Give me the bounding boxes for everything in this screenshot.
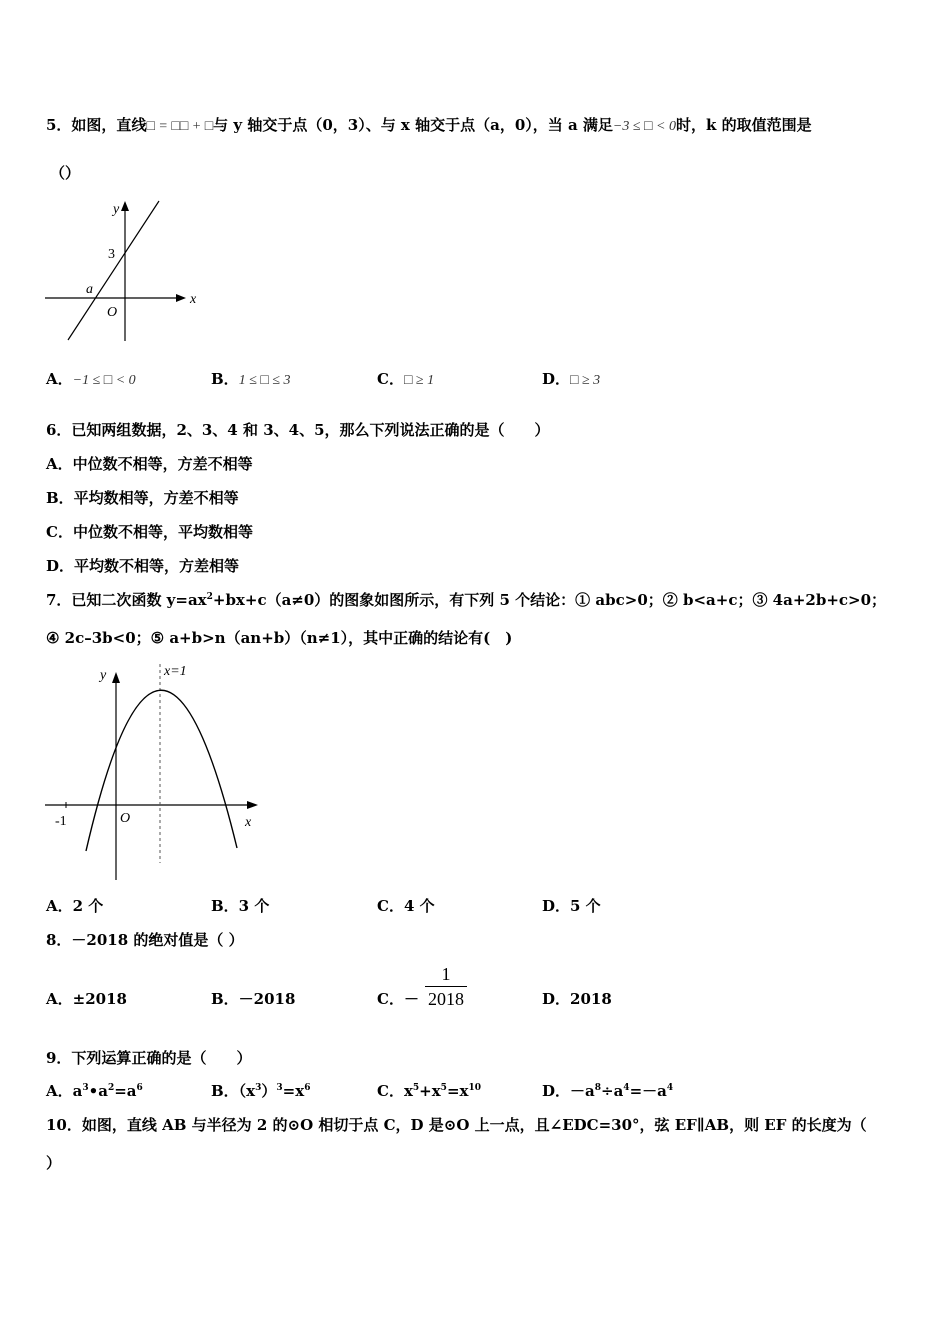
- q5-option-d-math: □ ≥ 3: [570, 373, 601, 388]
- q7-option-c: C．4 个: [377, 897, 435, 915]
- q10-line2: ）: [46, 1154, 62, 1172]
- q9-option-d: D．$-a^8\div a^4=-a^4$: [542, 1082, 674, 1100]
- q5-option-d: D．□ ≥ 3: [542, 370, 601, 388]
- q7-graph: [40, 658, 270, 883]
- q8-option-d: D．2018: [542, 990, 612, 1008]
- q5-bracket: （）: [50, 164, 81, 182]
- q5-option-a-math: −1 ≤ □ < 0: [72, 373, 136, 388]
- q6-option-d: D．平均数不相等，方差相等: [46, 557, 240, 575]
- q5-mid: 与 y 轴交于点（0，3）、与 x 轴交于点（a，0），当 a 满足: [213, 116, 613, 134]
- q7-minus1-label: -1: [55, 814, 67, 829]
- q5-option-c: C．□ ≥ 1: [377, 370, 435, 388]
- q5-x-label: x: [190, 292, 197, 307]
- q6-option-c: C．中位数不相等，平均数相等: [46, 523, 253, 541]
- q5-equation: □ = □□ + □: [146, 119, 214, 134]
- q8-option-a: A．±2018: [46, 990, 127, 1008]
- q6-stem: 6．已知两组数据，2、3、4 和 3、4、5，那么下列说法正确的是（ ）: [46, 421, 550, 439]
- q7-line2: ④ 2c–3b<0；⑤ a+b>n（an+b）（n≠1），其中正确的结论有( ): [46, 629, 513, 647]
- q5-a-label: a: [86, 282, 93, 297]
- q7-option-a: A．2 个: [46, 897, 104, 915]
- q6-option-b: B．平均数相等，方差不相等: [46, 489, 239, 507]
- q8-fraction-numerator: 1: [441, 964, 451, 984]
- q8-option-c: C．－: [377, 990, 419, 1008]
- q5-suffix: 时，k 的取值范围是: [675, 116, 812, 134]
- q7-option-b: B．3 个: [211, 897, 270, 915]
- q5-origin-label: O: [107, 305, 118, 320]
- q5-stem: [46, 115, 812, 137]
- q9-option-c: C．$x^5+x^5=x^{10}$: [377, 1082, 481, 1100]
- q8-stem: 8．－2018 的绝对值是（ ）: [46, 931, 244, 949]
- q7-x-label: x: [245, 815, 252, 830]
- q5-option-b-math: 1 ≤ □ ≤ 3: [238, 373, 291, 388]
- q8-option-b: B．－2018: [211, 990, 296, 1008]
- q5-option-c-math: □ ≥ 1: [403, 373, 435, 388]
- q5-option-b: B．1 ≤ □ ≤ 3: [211, 370, 291, 388]
- q5-three-label: 3: [108, 247, 115, 262]
- q5-prefix: 5．如图，直线: [46, 116, 147, 134]
- q5-inequality: −3 ≤ □ < 0: [612, 119, 676, 134]
- q7-axis-label: x=1: [164, 664, 187, 679]
- q9-option-a: A．$a^3•a^2=a^6$: [46, 1082, 143, 1100]
- q5-graph: [40, 195, 200, 345]
- q5-option-a: A．−1 ≤ □ < 0: [46, 370, 136, 388]
- q9-stem: 9．下列运算正确的是（ ）: [46, 1049, 252, 1067]
- q10-line1: 10．如图，直线 AB 与半径为 2 的⊙O 相切于点 C，D 是⊙O 上一点，且∠EDC=30°，弦 EF∥AB，则 EF 的长度为（: [46, 1116, 867, 1134]
- q5-y-label: y: [113, 202, 120, 217]
- q9-option-b: B．$(x^3)^3=x^6$: [211, 1082, 311, 1100]
- q8-fraction-denominator: 2018: [428, 989, 464, 1009]
- q6-option-a: A．中位数不相等，方差不相等: [46, 455, 253, 473]
- q8-option-c-fraction: [425, 963, 467, 1010]
- q7-origin-label: O: [120, 811, 131, 826]
- q7-y-label: y: [100, 668, 107, 683]
- q7-option-d: D．5 个: [542, 897, 601, 915]
- q7-stem: 7．已知二次函数 $y=ax^2+bx+c(a\ne 0)$的图象如图所示，有下列 5 个结论：① abc>0；② b<a+c；③ 4a+2b+c>0；: [46, 591, 887, 609]
